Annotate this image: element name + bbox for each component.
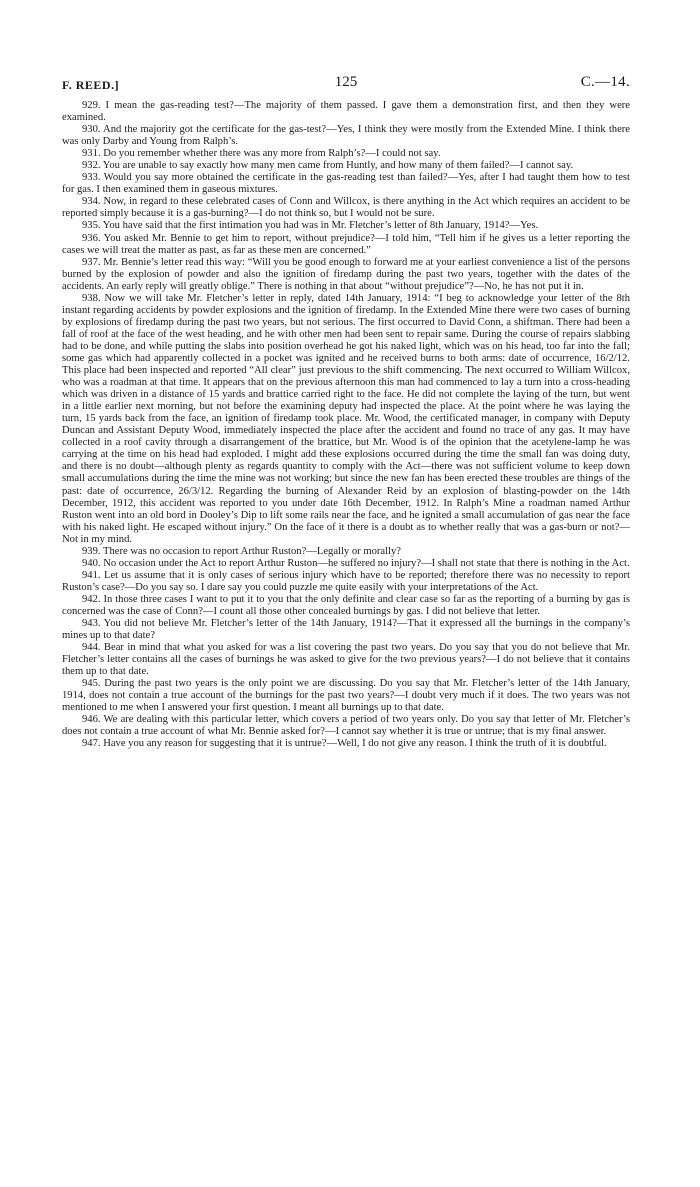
- question-944: 944. Bear in mind that what you asked for was a list covering the past two years. Do you say that you do not believe that Mr. Fletcher’s letter contains all the cases of burnings he was asked to give for the two previous years?—I do not believe that it contains them up to that date.: [62, 642, 630, 678]
- question-934: 934. Now, in regard to these celebrated cases of Conn and Willcox, is there anything in the Act which requires an accident to be reported simply because it is a gas-burning?—I do not think so, but I would not be sure.: [62, 196, 630, 220]
- question-935: 935. You have said that the first intimation you had was in Mr. Fletcher’s letter of 8th January, 1914?—Yes.: [82, 220, 539, 232]
- witness-name: F. REED.]: [62, 78, 120, 92]
- question-933: 933. Would you say more obtained the certificate in the gas-reading test than failed?—Yes, after I had taught them how to test for gas. I then examined them in gaseous mixtures.: [62, 172, 630, 196]
- question-937: 937. Mr. Bennie’s letter read this way: “Will you be good enough to forward me at your earliest convenience a list of the persons burned by the explosion of powder and also the ignition of firedamp during the past two years, together with the dates of the accidents. An early reply will greatly oblige.” There is nothing in that about “without prejudice”?—No, he has not put it in.: [62, 256, 630, 292]
- question-936: 936. You asked Mr. Bennie to get him to report, without prejudice?—I told him, “Tell him if he gives us a letter reporting the cases we will treat the matter as past, as far as these men are concerned.”: [62, 232, 630, 256]
- testimony-body: [62, 100, 630, 751]
- page-header: [62, 74, 630, 96]
- question-932: 932. You are unable to say exactly how many men came from Huntly, and how many of them failed?—I cannot say.: [82, 160, 574, 172]
- question-946: 946. We are dealing with this particular letter, which covers a period of two years only. Do you say that letter of Mr. Fletcher’s does not contain a true account of what Mr. Bennie asked for?—I cannot say whether it is true or untrue; that is my final answer.: [62, 714, 630, 738]
- question-940: 940. No occasion under the Act to report Arthur Ruston—he suffered no injury?—I shall not state that there is nothing in the Act.: [82, 557, 630, 569]
- question-939: 939. There was no occasion to report Arthur Ruston?—Legally or morally?: [82, 545, 402, 557]
- question-947: 947. Have you any reason for suggesting that it is untrue?—Well, I do not give any reason. I think the truth of it is doubtful.: [82, 738, 607, 750]
- paper-reference: C.—14.: [580, 74, 630, 90]
- question-945: 945. During the past two years is the only point we are discussing. Do you say that Mr. Fletcher’s letter of the 14th January, 1914, does not contain a true account of the burnings for the past two years?—I doubt very much if it does. The two years was not mentioned to me when I answered your first question. I meant all burnings up to that date.: [62, 678, 630, 714]
- question-930: 930. And the majority got the certificate for the gas-test?—Yes, I think they were mostly from the Extended Mine. I think there was only Darby and Young from Ralph’s.: [62, 124, 630, 148]
- question-941: 941. Let us assume that it is only cases of serious injury which have to be reported; therefore there was no necessity to report Ruston’s case?—Do you say so. I dare say you could puzzle me quite easily with your interpretations of the Act.: [62, 569, 630, 593]
- question-938: 938. Now we will take Mr. Fletcher’s letter in reply, dated 14th January, 1914: “I beg to acknowledge your letter of the 8th instant regarding accidents by powder explosions and the ignition of firedamp. In the Extended Mine there were two cases of burning by explosions of firedamp during the past two years, but not serious. The first occurred to David Conn, a shiftman. There had been a fall of roof at the face of the west heading, and he with other men had been sent to repair same. During the course of repairs slabbing had to be done, and while putting the slabs into position overhead he got his naked light, which was on his head, too far into the fall; some gas which had apparently collected in a pocket was ignited and he received burns to both arms: date of occurrence, 16/2/12. This place had been inspected and reported “All clear” just previous to the shift commencing. The next occurred to William Willcox, who was a roadman at that time. It appears that on the previous afternoon this man had commenced to lay a turn into a cross-heading which was driven in a distance of 15 yards and brattice carried right to the face. He did not complete the laying of the turn, but went in a little earlier next morning, but not before the examining deputy had inspected the place. At the point where he was laying the turn, 15 yards back from the face, an ignition of firedamp took place. Mr. Wood, the certificated manager, in company with Deputy Duncan and Assistant Deputy Wood, immediately inspected the place after the accident and found no trace of any gas. It may have collected in a roof cavity through a disarrangement of the brattice, but Mr. Wood is of the opinion that the acetylene-lamp he was carrying at the time on his head had exploded. I might add these explosions occurred during the time the small fan was doing duty, and there is no doubt—although plenty as regards quantity to comply with the Act—there was not sufficient volume to keep down small accumulations during the time the mine was not working; but since the new fan has been erected these troubles are things of the past: date of occurrence, 26/3/12. Regarding the burning of Alexander Reid by an explosion of blasting-powder on the 14th December, 1912, this accident was reported to you under date 16th December, 1912. In Ralph’s Mine a roadman named Arthur Ruston went into an old bord in Dooley’s Dip to lift some rails near the face, and he ignited a small accumulation of gas near the face with his naked light. He escaped without injury.” On the face of it there is a doubt as to whether really that was a gas-burn or not?—Not in my mind.: [62, 292, 630, 545]
- question-931: 931. Do you remember whether there was any more from Ralph’s?—I could not say.: [82, 148, 441, 160]
- question-929: 929. I mean the gas-reading test?—The majority of them passed. I gave them a demonstration first, and then they were examined.: [62, 100, 630, 124]
- question-943: 943. You did not believe Mr. Fletcher’s letter of the 14th January, 1914?—That it expressed all the burnings in the company’s mines up to that date?: [62, 618, 630, 642]
- page-number: 125: [334, 74, 358, 90]
- question-942: 942. In those three cases I want to put it to you that the only definite and clear case so far as the reporting of a burning by gas is concerned was the case of Conn?—I count all those other concealed burnings by gas. I did not believe that letter.: [62, 593, 630, 617]
